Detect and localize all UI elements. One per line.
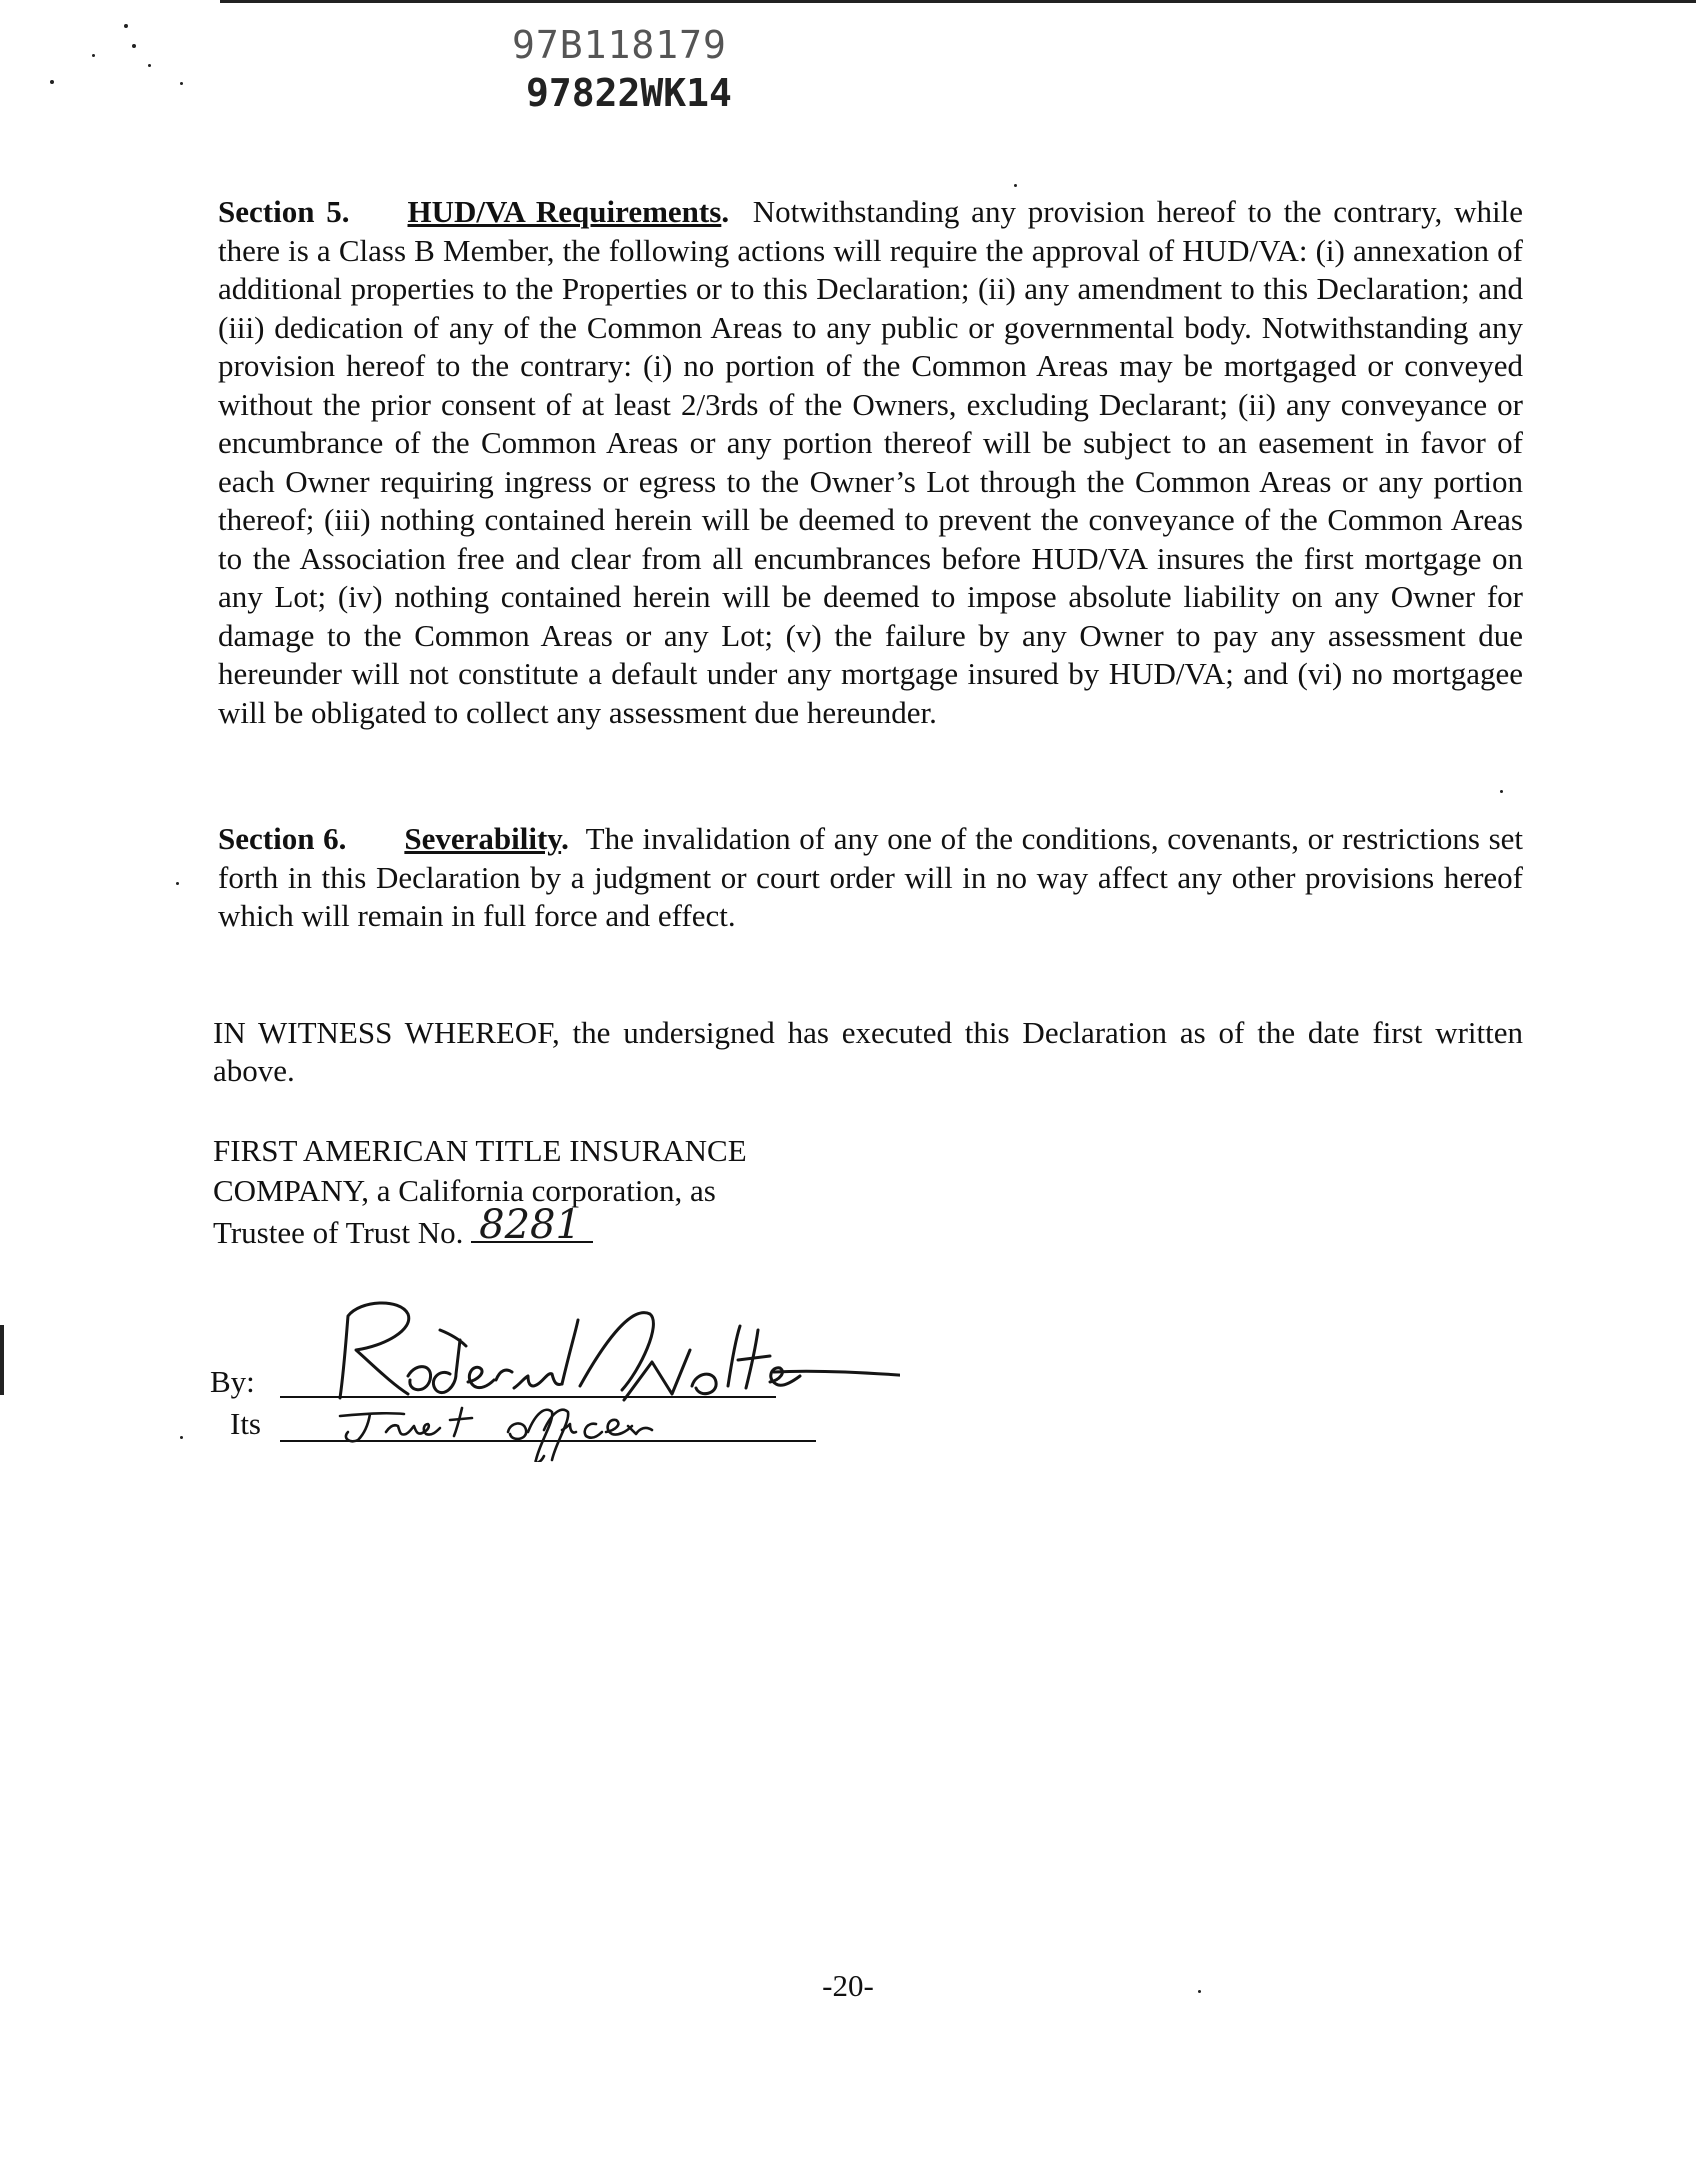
scan-speck <box>1500 790 1503 793</box>
top-scan-edge <box>220 0 1696 3</box>
page-number: -20- <box>822 1968 874 2003</box>
company-block <box>213 1131 913 1253</box>
its-label: Its <box>230 1406 261 1441</box>
handwritten-title <box>300 1402 820 1462</box>
section-6-heading: Section 6. <box>218 821 347 856</box>
signature-block <box>210 1290 910 1460</box>
section-5-heading: Section 5. <box>218 194 350 229</box>
signature-line <box>280 1396 776 1398</box>
trust-number-handwritten: 8281 <box>479 1202 581 1248</box>
company-line-3 <box>213 1202 913 1253</box>
scan-speck <box>180 1436 183 1439</box>
scan-speck <box>180 82 183 85</box>
company-line-2: COMPANY, a California corporation, as <box>213 1173 716 1208</box>
scan-margin-mark <box>0 1325 4 1395</box>
trust-number-field <box>471 1202 593 1248</box>
section-5-body: Notwithstanding any provision hereof to the contrary, while there is a Class B Member, the following actions will require the approval of HUD/VA: (i) annexation of additional properties to the Properties or to this Declaration; (ii) any amendment to this Declaration; and (iii) dedication of any of the Common Areas to any public or governmental body. Notwithstanding any provision hereof to the contrary: (i) no portion of the Common Areas may be mortgaged or conveyed without the prior consent of at least 2/3rds of the Owners, excluding Declarant; (ii) any conveyance or encumbrance of the Common Areas or any portion thereof will be subject to an easement in favor of each Owner requiring ingress or egress to the Owner’s Lot through the Common Areas or any portion thereof; (iii) nothing contained herein will be deemed to prevent the conveyance of the Common Areas to the Association free and clear from all encumbrances before HUD/VA insures the first mortgage on any Lot; (iv) nothing contained herein will be deemed to impose absolute liability on any Owner for damage to the Common Areas or any Lot; (v) the failure by any Owner to pay any assessment due hereunder will not constitute a default under any mortgage insured by HUD/VA; and (vi) no mortgagee will be obligated to collect any assessment due hereunder. <box>218 194 1524 730</box>
witness-clause: IN WITNESS WHEREOF, the undersigned has executed this Declaration as of the date first written above. <box>213 1015 1523 1088</box>
recording-stamp-2: 97822WK14 <box>526 71 732 115</box>
scan-speck <box>132 44 136 48</box>
section-6-title: Severability <box>404 821 562 856</box>
by-label: By: <box>210 1364 255 1399</box>
scan-speck <box>148 64 151 67</box>
section-5-title: HUD/VA Requirements <box>407 194 722 229</box>
company-line-1: FIRST AMERICAN TITLE INSURANCE <box>213 1133 747 1168</box>
section-5: Section 5. HUD/VA Requirements. Notwithstanding any provision hereof to the contrary, while there is a Class B Member, the following actions will require the approval of HUD/VA: (i) annexation of additional properties to the Properties or to this Declaration; (ii) any amendment to this Declaration; and (iii) dedication of any of the Common Areas to any public or governmental body. Notwithstanding any provision hereof to the contrary: (i) no portion of the Common Areas may be mortgaged or conveyed without the prior consent of at least 2/3rds of the Owners, excluding Declarant; (ii) any conveyance or encumbrance of the Common Areas or any portion thereof will be subject to an easement in favor of each Owner requiring ingress or egress to the Owner’s Lot through the Common Areas or any portion thereof; (iii) nothing contained herein will be deemed to prevent the conveyance of the Common Areas to the Association free and clear from all encumbrances before HUD/VA insures the first mortgage on any Lot; (iv) nothing contained herein will be deemed to impose absolute liability on any Owner for damage to the Common Areas or any Lot; (v) the failure by any Owner to pay any assessment due hereunder will not constitute a default under any mortgage insured by HUD/VA; and (vi) no mortgagee will be obligated to collect any assessment due hereunder. <box>218 194 1524 730</box>
section-6: Section 6. Severability. The invalidation of any one of the conditions, covenants, or restrictions set forth in this Declaration by a judgment or court order will in no way affect any other provisions hereof which will remain in full force and effect. <box>218 821 1524 933</box>
section-6-body: The invalidation of any one of the conditions, covenants, or restrictions set forth in this Declaration by a judgment or court order will in no way affect any other provisions hereof which will remain in full force and effect. <box>218 821 1524 933</box>
handwritten-signature <box>300 1290 900 1410</box>
scan-speck <box>176 882 179 885</box>
scan-speck <box>92 54 95 57</box>
recording-stamp-1: 97B118179 <box>512 23 727 67</box>
scan-speck <box>50 80 54 84</box>
trust-label: Trustee of Trust No. <box>213 1215 464 1250</box>
scan-speck <box>1014 184 1017 187</box>
scan-speck <box>124 24 128 28</box>
